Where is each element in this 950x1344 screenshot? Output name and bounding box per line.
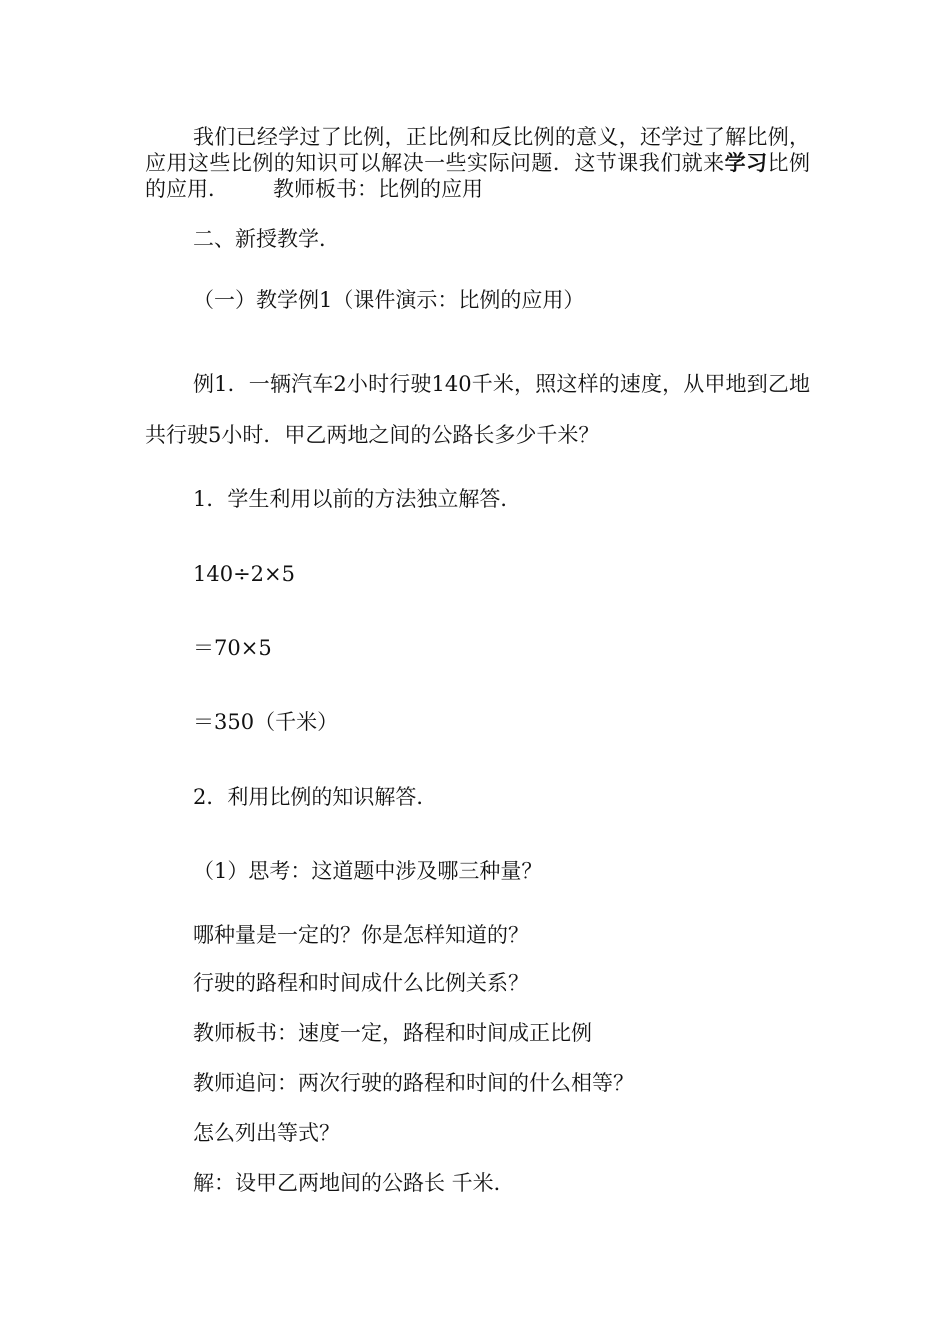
question-relation: 行驶的路程和时间成什么比例关系？ bbox=[193, 971, 529, 995]
solution-line: 解：设甲乙两地间的公路长 千米． bbox=[193, 1171, 515, 1195]
question-constant: 哪种量是一定的？你是怎样知道的？ bbox=[193, 923, 529, 947]
intro-text-part1: 我们已经学过了比例，正比例和反比例的意义，还学过了解比例，应用这些比例的知识可以解决一些实际问题．这节课我们就来 bbox=[145, 125, 810, 175]
method2-heading: 2．利用比例的知识解答． bbox=[193, 785, 438, 809]
section-title: 二、新授教学． bbox=[193, 227, 340, 251]
intro-board-note: 教师板书：比例的应用 bbox=[273, 177, 483, 201]
teacher-followup: 教师追问：两次行驶的路程和时间的什么相等？ bbox=[193, 1071, 634, 1095]
subsection-title: （一）教学例1（课件演示：比例的应用） bbox=[193, 288, 585, 312]
board-note-proportion: 教师板书：速度一定，路程和时间成正比例 bbox=[193, 1021, 592, 1045]
method1-heading: 1．学生利用以前的方法独立解答． bbox=[193, 487, 522, 511]
question-equation: 怎么列出等式？ bbox=[193, 1121, 340, 1145]
calc-step-3: ＝350（千米） bbox=[193, 710, 339, 734]
example1-paragraph: 例1．一辆汽车2小时行驶140千米，照这样的速度，从甲地到乙地共行驶5小时．甲乙两地之间的公路长多少千米？ bbox=[145, 372, 810, 447]
intro-paragraph bbox=[145, 124, 810, 202]
calc-step-1: 140÷2×5 bbox=[193, 562, 295, 586]
intro-bold-text: 学习 bbox=[724, 150, 768, 175]
think-question: （1）思考：这道题中涉及哪三种量？ bbox=[193, 859, 543, 883]
intro-text-part2: 比例的应用． bbox=[145, 151, 811, 201]
calc-step-2: ＝70×5 bbox=[193, 636, 272, 660]
